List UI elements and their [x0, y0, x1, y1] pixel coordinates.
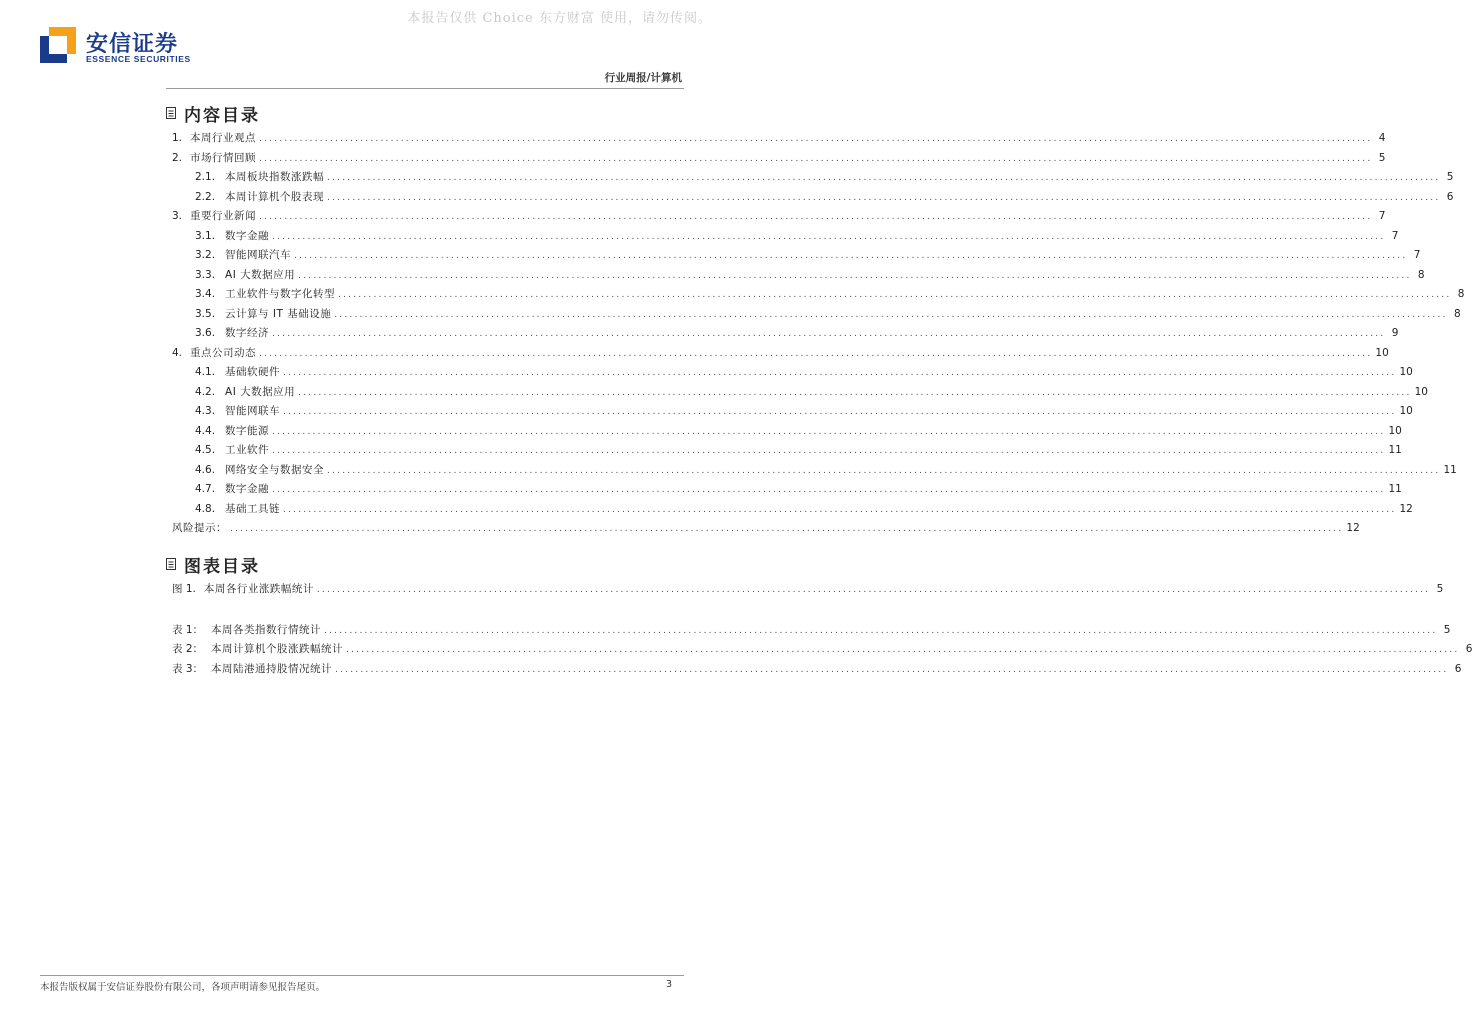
- dot-leader: ............................................................................................................................................................................................................................: [283, 368, 1397, 378]
- entry-number: 表 1：: [172, 624, 204, 636]
- entry-page-number: 8: [1417, 268, 1425, 281]
- dot-leader: ............................................................................................................................................................................................................................: [259, 134, 1373, 144]
- toc-entry[interactable]: [195, 423, 1402, 439]
- entry-page-number: 5: [1378, 151, 1386, 164]
- entry-page-number: 6: [1446, 190, 1454, 203]
- entry-label: 数字经济: [225, 327, 270, 339]
- entry-page-number: 8: [1457, 288, 1465, 300]
- toc-entry[interactable]: [195, 286, 1465, 302]
- toc-entry[interactable]: [172, 130, 1386, 146]
- entry-label: 云计算与 IT 基础设施: [225, 307, 332, 320]
- entry-page-number: 8: [1453, 307, 1461, 320]
- entry-page-number: 5: [1436, 583, 1444, 595]
- entry-number: 2.1.: [195, 171, 216, 183]
- entry-number: 3.: [172, 210, 183, 222]
- entry-label: 本周各类指数行情统计: [211, 624, 322, 636]
- dot-leader: ............................................................................................................................................................................................................................: [324, 626, 1438, 636]
- toc-entry[interactable]: [195, 384, 1428, 400]
- entry-label: 本周计算机个股涨跌幅统计: [211, 643, 344, 655]
- entry-number: 4.3.: [195, 405, 216, 417]
- dot-leader: ............................................................................................................................................................................................................................: [272, 485, 1386, 495]
- toc-entry[interactable]: [195, 364, 1413, 380]
- entry-page-number: 7: [1391, 229, 1399, 242]
- entry-number: 4.6.: [195, 463, 216, 476]
- entry-number: 2.2.: [195, 190, 216, 203]
- brand-logo: [40, 27, 190, 67]
- toc-entry[interactable]: [195, 169, 1454, 185]
- entry-page-number: 7: [1378, 210, 1386, 222]
- dot-leader: ............................................................................................................................................................................................................................: [327, 465, 1441, 476]
- dot-leader: ............................................................................................................................................................................................................................: [272, 446, 1386, 456]
- entry-number: 3.6.: [195, 327, 216, 339]
- toc-entry[interactable]: [195, 228, 1399, 244]
- dot-leader: ............................................................................................................................................................................................................................: [272, 329, 1386, 339]
- toc-entry[interactable]: [195, 267, 1425, 283]
- entry-number: 3.4.: [195, 288, 216, 300]
- figures-heading: [166, 553, 260, 575]
- document-icon: [166, 558, 176, 570]
- entry-page-number: 10: [1399, 405, 1413, 417]
- toc-entry[interactable]: [195, 442, 1402, 458]
- toc-heading: [166, 102, 260, 124]
- entry-label: 工业软件与数字化转型: [225, 288, 336, 300]
- entry-label: 智能网联汽车: [225, 249, 292, 261]
- dot-leader: ............................................................................................................................................................................................................................: [259, 212, 1373, 222]
- toc-entry[interactable]: [195, 247, 1421, 263]
- entry-number: 图 1.: [172, 583, 196, 595]
- page-number: 3: [665, 979, 672, 990]
- entry-page-number: 6: [1465, 643, 1472, 655]
- toc-entry[interactable]: [195, 481, 1402, 497]
- toc-entry[interactable]: [195, 501, 1413, 517]
- entry-page-number: 10: [1375, 346, 1389, 359]
- entry-page-number: 6: [1454, 663, 1462, 675]
- entry-label: 重要行业新闻: [190, 210, 257, 222]
- entry-page-number: 10: [1414, 385, 1428, 398]
- entry-page-number: 7: [1413, 249, 1421, 261]
- toc-entry[interactable]: [172, 622, 1451, 638]
- report-type: 行业周报/计算机: [604, 72, 682, 84]
- toc-title: 内容目录: [184, 105, 260, 126]
- entry-page-number: 11: [1388, 444, 1402, 456]
- entry-number: 4.7.: [195, 483, 216, 495]
- entry-label: 基础软硬件: [225, 366, 281, 378]
- entry-number: 2.: [172, 151, 183, 164]
- entry-number: 4.5.: [195, 444, 216, 456]
- toc-entry[interactable]: [172, 208, 1386, 224]
- dot-leader: ............................................................................................................................................................................................................................: [272, 231, 1386, 242]
- entry-label: 本周各行业涨跌幅统计: [203, 583, 314, 595]
- dot-leader: ............................................................................................................................................................................................................................: [294, 251, 1408, 261]
- dot-leader: ............................................................................................................................................................................................................................: [283, 504, 1397, 515]
- entry-page-number: 11: [1388, 483, 1402, 495]
- document-icon: [166, 107, 176, 119]
- entry-number: 4.4.: [195, 424, 216, 437]
- dot-leader: ............................................................................................................................................................................................................................: [346, 645, 1460, 655]
- entry-label: AI 大数据应用: [225, 268, 296, 281]
- entry-label: 本周计算机个股表现: [225, 190, 325, 203]
- dot-leader: ............................................................................................................................................................................................................................: [316, 585, 1431, 595]
- dot-leader: ............................................................................................................................................................................................................................: [335, 665, 1449, 675]
- dot-leader: ............................................................................................................................................................................................................................: [283, 407, 1397, 417]
- dot-leader: ............................................................................................................................................................................................................................: [327, 192, 1441, 203]
- toc-entry[interactable]: [172, 520, 1360, 536]
- entry-page-number: 5: [1446, 171, 1454, 183]
- entry-label: 数字金融: [225, 483, 270, 495]
- entry-number: 4.: [172, 346, 183, 359]
- entry-page-number: 5: [1443, 624, 1451, 636]
- toc-entry[interactable]: [195, 306, 1461, 322]
- toc-entry[interactable]: [195, 462, 1457, 478]
- dot-leader: ............................................................................................................................................................................................................................: [298, 270, 1412, 281]
- entry-page-number: 4: [1378, 132, 1386, 144]
- dot-leader: ............................................................................................................................................................................................................................: [327, 173, 1441, 183]
- entry-label: 基础工具链: [225, 502, 281, 515]
- entry-page-number: 12: [1399, 502, 1413, 515]
- entry-number: 4.2.: [195, 385, 216, 398]
- entry-label: 市场行情回顾: [190, 151, 257, 164]
- entry-number: 表 2：: [172, 643, 204, 655]
- entry-page-number: 11: [1443, 463, 1457, 476]
- toc-entry[interactable]: [195, 403, 1413, 419]
- entry-number: 表 3：: [172, 663, 204, 675]
- dot-leader: ............................................................................................................................................................................................................................: [298, 387, 1412, 398]
- header-divider: [166, 88, 684, 89]
- entry-label: 本周陆港通持股情况统计: [211, 663, 333, 675]
- entry-number: 3.2.: [195, 249, 216, 261]
- toc-entry[interactable]: [172, 641, 1472, 657]
- entry-label: 工业软件: [225, 444, 270, 456]
- entry-label: 本周行业观点: [190, 132, 257, 144]
- footer-divider: [40, 975, 684, 976]
- entry-number: 3.5.: [195, 307, 216, 320]
- dot-leader: ............................................................................................................................................................................................................................: [230, 524, 1344, 534]
- dot-leader: ............................................................................................................................................................................................................................: [259, 348, 1373, 359]
- entry-label: 数字能源: [225, 424, 270, 437]
- entry-number: 4.1.: [195, 366, 216, 378]
- logo-mark-icon: [40, 27, 76, 63]
- brand-name-cn: 安信证券: [86, 32, 179, 57]
- entry-label: 智能网联车: [225, 405, 281, 417]
- entry-label: 重点公司动态: [190, 346, 257, 359]
- dot-leader: ............................................................................................................................................................................................................................: [259, 153, 1373, 164]
- brand-name-en: ESSENCE SECURITIES: [86, 54, 191, 64]
- entry-label: 数字金融: [225, 229, 270, 242]
- entry-label: 风险提示：: [172, 522, 227, 534]
- dot-leader: ............................................................................................................................................................................................................................: [334, 309, 1448, 320]
- entry-number: 3.1.: [195, 229, 216, 242]
- entry-page-number: 10: [1399, 366, 1413, 378]
- entry-label: 网络安全与数据安全: [225, 463, 325, 476]
- entry-label: AI 大数据应用: [225, 385, 296, 398]
- toc-entry[interactable]: [172, 150, 1386, 166]
- entry-page-number: 12: [1346, 522, 1360, 534]
- entry-label: 本周板块指数涨跌幅: [225, 171, 325, 183]
- toc-entry[interactable]: [172, 581, 1444, 597]
- toc-entry[interactable]: [195, 325, 1399, 341]
- entry-number: 1.: [172, 132, 183, 144]
- entry-number: 4.8.: [195, 502, 216, 515]
- watermark: 本报告仅供 Choice 东方财富 使用，请勿传阅。: [407, 11, 712, 26]
- toc-entry[interactable]: [195, 189, 1454, 205]
- dot-leader: ............................................................................................................................................................................................................................: [272, 426, 1386, 437]
- entry-page-number: 10: [1388, 424, 1402, 437]
- footer-disclaimer: 本报告版权属于安信证券股份有限公司，各项声明请参见报告尾页。: [40, 982, 326, 993]
- toc-entry[interactable]: [172, 661, 1462, 677]
- entry-number: 3.3.: [195, 268, 216, 281]
- entry-page-number: 9: [1391, 327, 1399, 339]
- toc-entry[interactable]: [172, 345, 1389, 361]
- figures-title: 图表目录: [184, 556, 260, 577]
- dot-leader: ............................................................................................................................................................................................................................: [338, 290, 1452, 300]
